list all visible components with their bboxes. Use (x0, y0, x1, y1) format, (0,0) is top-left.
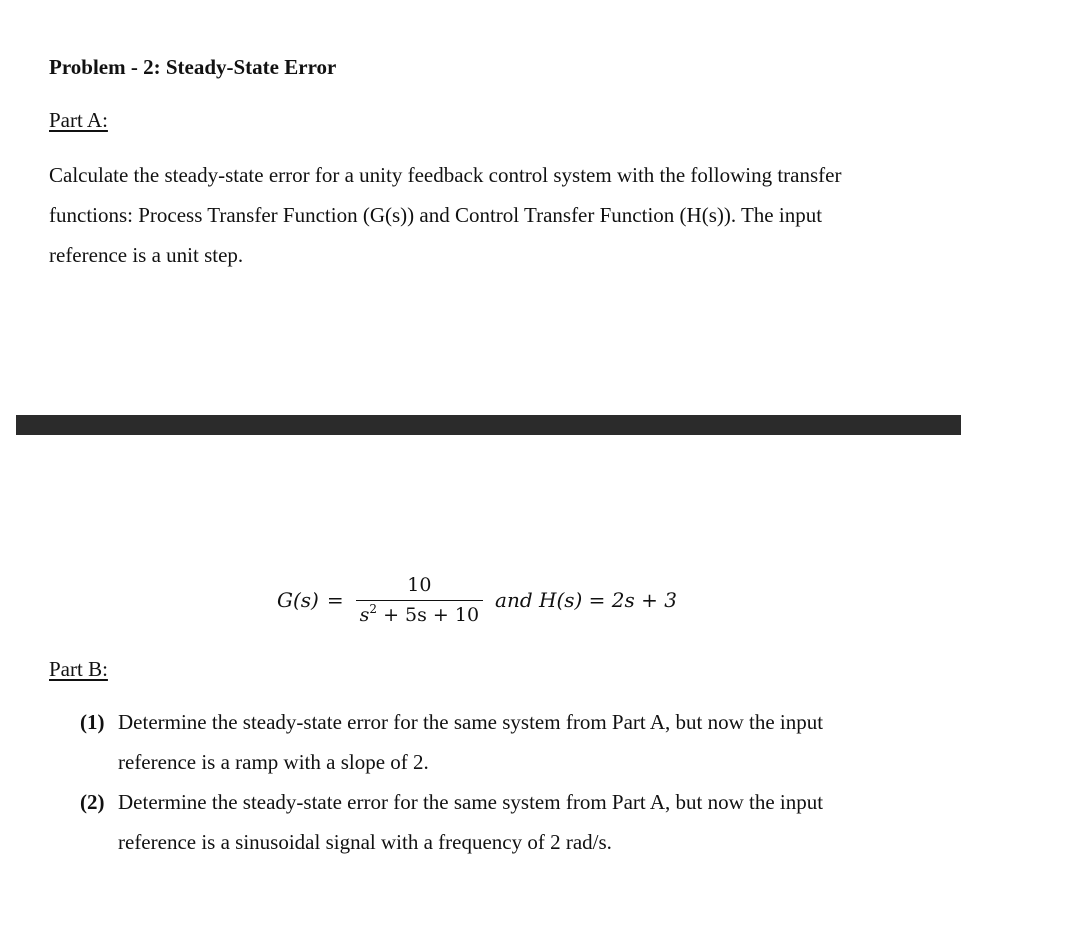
h-of-s-expression: and H(s) = 2s + 3 (495, 588, 677, 612)
question-2-line-2: reference is a sinusoidal signal with a frequency of 2 rad/s. (118, 830, 612, 854)
transfer-function-equation (277, 570, 677, 630)
part-a-line-3: reference is a unit step. (49, 243, 244, 267)
g-of-s-label: G(s) (277, 588, 319, 612)
fraction-numerator: 10 (407, 574, 432, 596)
g-of-s-fraction (356, 573, 483, 627)
denominator-rest: + 5s + 10 (377, 604, 480, 626)
question-number: (1) (80, 710, 105, 734)
fraction-denominator (356, 600, 483, 627)
question-1-line-2: reference is a ramp with a slope of 2. (118, 750, 429, 774)
denominator-variable: s (359, 604, 370, 626)
part-b-question-list (80, 702, 960, 862)
part-b-question-2 (80, 782, 960, 862)
part-b-question-1 (80, 702, 960, 782)
question-2-line-1: Determine the steady-state error for the same system from Part A, but now the input (118, 790, 824, 814)
part-a-heading: Part A: (49, 108, 108, 132)
denominator-exponent: 2 (369, 602, 378, 616)
part-b-heading: Part B: (49, 657, 108, 681)
problem-title: Problem - 2: Steady-State Error (49, 55, 337, 79)
part-a-line-1: Calculate the steady-state error for a unity feedback control system with the following transfer (49, 163, 842, 187)
redaction-bar (16, 415, 961, 435)
part-a-line-2: functions: Process Transfer Function (G(s)) and Control Transfer Function (H(s)). The input (49, 203, 823, 227)
part-a-description (49, 155, 949, 275)
question-1-line-1: Determine the steady-state error for the same system from Part A, but now the input (118, 710, 824, 734)
equals-sign: = (326, 588, 344, 612)
question-number: (2) (80, 790, 105, 814)
